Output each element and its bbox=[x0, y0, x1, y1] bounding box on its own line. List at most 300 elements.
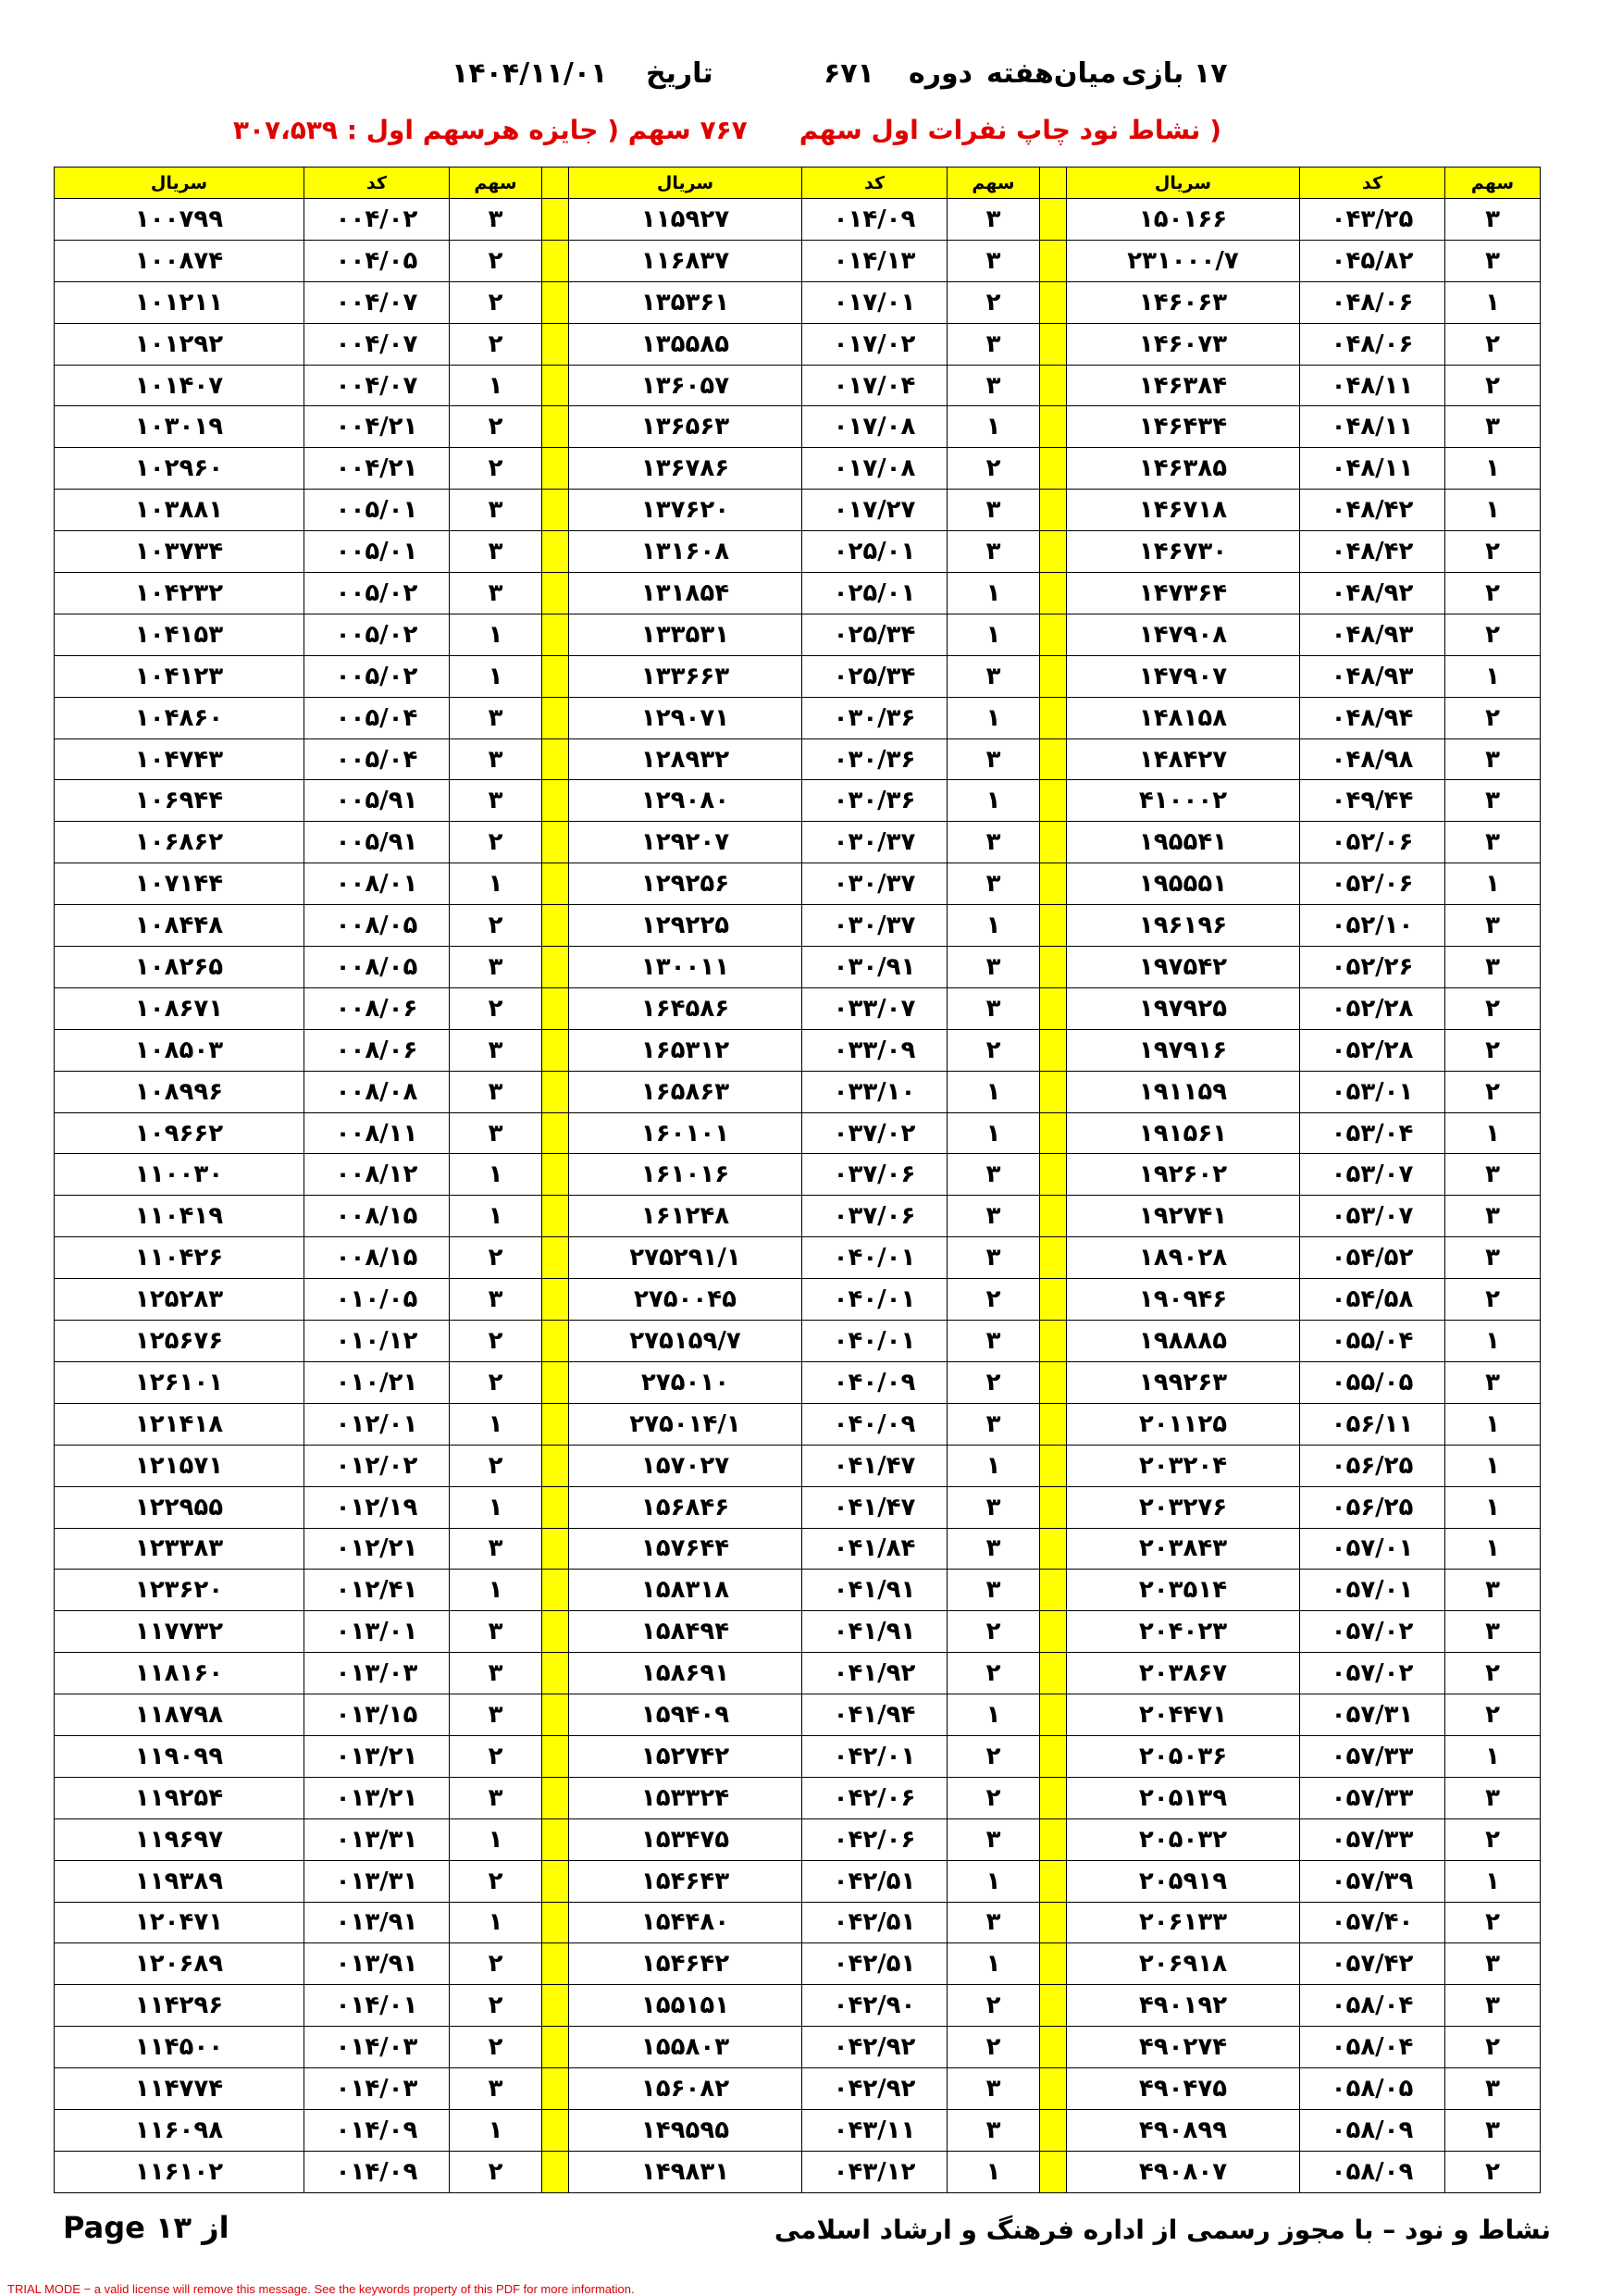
winners-title: ( نشاط نود چاپ نفرات اول سهم bbox=[799, 115, 1221, 145]
cell-code: ۰۴۸/۱۱ bbox=[1300, 448, 1445, 490]
cell-serial: ۲۷۵۱۵۹/۷ bbox=[569, 1321, 802, 1362]
cell-code: ۰۳۰/۳۶ bbox=[802, 738, 948, 780]
cell-serial: ۱۴۶۰۷۳ bbox=[1067, 323, 1300, 365]
cell-share: ۳ bbox=[450, 1071, 542, 1112]
col-serial-header: سریال bbox=[55, 168, 304, 199]
cell-share: ۳ bbox=[450, 1777, 542, 1818]
cell-serial: ۲۰۳۸۶۷ bbox=[1067, 1653, 1300, 1694]
cell-code: ۰۱۳/۹۱ bbox=[304, 1902, 450, 1943]
cell-code: ۰۵۲/۱۰ bbox=[1300, 905, 1445, 947]
cell-share: ۱ bbox=[948, 614, 1040, 655]
separator-cell bbox=[1040, 738, 1067, 780]
table-row bbox=[55, 1777, 1541, 1818]
cell-code: ۰۴۲/۰۱ bbox=[802, 1735, 948, 1777]
cell-code: ۰۵۷/۳۱ bbox=[1300, 1694, 1445, 1736]
separator-cell bbox=[542, 2151, 569, 2192]
separator-cell bbox=[1040, 863, 1067, 905]
cell-code: ۰۲۵/۰۱ bbox=[802, 573, 948, 614]
cell-code: ۰۴۸/۱۱ bbox=[1300, 406, 1445, 448]
cell-share: ۳ bbox=[1445, 2109, 1541, 2151]
cell-code: ۰۵۲/۲۸ bbox=[1300, 987, 1445, 1029]
cell-code: ۰۴۰/۰۱ bbox=[802, 1321, 948, 1362]
cell-code: ۰۵۷/۳۳ bbox=[1300, 1818, 1445, 1860]
cell-serial: ۱۱۴۲۹۶ bbox=[55, 1985, 304, 2027]
cell-code: ۰۱۳/۳۱ bbox=[304, 1860, 450, 1902]
cell-code: ۰۳۳/۰۷ bbox=[802, 987, 948, 1029]
cell-share: ۲ bbox=[450, 281, 542, 323]
cell-share: ۲ bbox=[450, 905, 542, 947]
cell-share: ۲ bbox=[450, 987, 542, 1029]
cell-code: ۰۴۸/۹۳ bbox=[1300, 614, 1445, 655]
cell-code: ۰۴۵/۸۲ bbox=[1300, 240, 1445, 281]
cell-share: ۲ bbox=[450, 822, 542, 863]
cell-serial: ۱۵۶۸۴۶ bbox=[569, 1486, 802, 1528]
cell-serial: ۴۹۰۲۷۴ bbox=[1067, 2027, 1300, 2068]
cell-serial: ۲۰۳۲۰۴ bbox=[1067, 1445, 1300, 1486]
separator-cell bbox=[542, 406, 569, 448]
cell-code: ۰۱۴/۰۱ bbox=[304, 1985, 450, 2027]
table-row bbox=[55, 531, 1541, 573]
table-row bbox=[55, 1196, 1541, 1237]
separator-cell bbox=[1040, 1943, 1067, 1985]
cell-share: ۱ bbox=[1445, 1112, 1541, 1154]
table-row bbox=[55, 281, 1541, 323]
cell-code: ۰۰۸/۰۵ bbox=[304, 905, 450, 947]
col-share-header: سهم bbox=[1445, 168, 1541, 199]
cell-serial: ۱۳۶۷۸۶ bbox=[569, 448, 802, 490]
cell-share: ۱ bbox=[450, 614, 542, 655]
cell-serial: ۲۷۵۰۰۴۵ bbox=[569, 1279, 802, 1321]
cell-serial: ۱۴۹۵۹۵ bbox=[569, 2109, 802, 2151]
cell-share: ۳ bbox=[450, 1279, 542, 1321]
cell-code: ۰۵۸/۰۴ bbox=[1300, 1985, 1445, 2027]
cell-share: ۳ bbox=[1445, 2068, 1541, 2110]
cell-code: ۰۴۰/۰۱ bbox=[802, 1279, 948, 1321]
cell-share: ۲ bbox=[450, 2151, 542, 2192]
separator-cell bbox=[542, 1985, 569, 2027]
cell-share: ۳ bbox=[948, 490, 1040, 531]
cell-share: ۳ bbox=[1445, 947, 1541, 988]
cell-serial: ۴۹۰۱۹۲ bbox=[1067, 1985, 1300, 2027]
separator-cell bbox=[1040, 323, 1067, 365]
cell-share: ۱ bbox=[450, 1902, 542, 1943]
cell-serial: ۱۵۳۳۲۴ bbox=[569, 1777, 802, 1818]
trial-notice: TRIAL MODE − a valid license will remove this message. See the keywords property of this PDF for more information. bbox=[7, 2282, 635, 2296]
cell-code: ۰۱۷/۰۴ bbox=[802, 365, 948, 406]
separator-cell bbox=[1040, 1321, 1067, 1362]
cell-code: ۰۰۵/۹۱ bbox=[304, 780, 450, 822]
separator-cell bbox=[1040, 655, 1067, 697]
table-row bbox=[55, 1237, 1541, 1279]
cell-share: ۳ bbox=[450, 1611, 542, 1653]
separator-cell bbox=[542, 987, 569, 1029]
cell-code: ۰۵۳/۰۴ bbox=[1300, 1112, 1445, 1154]
cell-share: ۳ bbox=[948, 365, 1040, 406]
table-row bbox=[55, 1071, 1541, 1112]
separator-cell bbox=[542, 780, 569, 822]
cell-share: ۳ bbox=[1445, 1777, 1541, 1818]
cell-code: ۰۱۷/۰۱ bbox=[802, 281, 948, 323]
cell-share: ۱ bbox=[948, 573, 1040, 614]
cell-code: ۰۱۴/۰۳ bbox=[304, 2027, 450, 2068]
cell-serial: ۱۶۵۸۶۳ bbox=[569, 1071, 802, 1112]
cell-share: ۳ bbox=[948, 1321, 1040, 1362]
cell-serial: ۱۰۸۴۴۸ bbox=[55, 905, 304, 947]
period-number: ۶۷۱ bbox=[824, 57, 874, 90]
cell-code: ۰۵۳/۰۱ bbox=[1300, 1071, 1445, 1112]
cell-share: ۳ bbox=[1445, 1570, 1541, 1611]
separator-cell bbox=[542, 2109, 569, 2151]
table-row bbox=[55, 697, 1541, 738]
separator-cell bbox=[542, 1237, 569, 1279]
cell-code: ۰۰۴/۰۷ bbox=[304, 365, 450, 406]
cell-serial: ۱۳۶۰۵۷ bbox=[569, 365, 802, 406]
cell-share: ۱ bbox=[1445, 1860, 1541, 1902]
cell-serial: ۱۹۵۵۴۱ bbox=[1067, 822, 1300, 863]
cell-serial: ۱۴۶۳۸۴ bbox=[1067, 365, 1300, 406]
cell-serial: ۱۳۶۵۶۳ bbox=[569, 406, 802, 448]
cell-serial: ۱۲۳۳۸۳ bbox=[55, 1528, 304, 1570]
cell-serial: ۱۲۸۹۳۲ bbox=[569, 738, 802, 780]
cell-serial: ۱۵۴۴۸۰ bbox=[569, 1902, 802, 1943]
cell-share: ۱ bbox=[948, 1694, 1040, 1736]
cell-code: ۰۴۲/۰۶ bbox=[802, 1777, 948, 1818]
cell-share: ۳ bbox=[948, 1154, 1040, 1196]
cell-code: ۰۵۷/۳۹ bbox=[1300, 1860, 1445, 1902]
col-share-header: سهم bbox=[450, 168, 542, 199]
cell-share: ۲ bbox=[1445, 531, 1541, 573]
col-serial-header: سریال bbox=[1067, 168, 1300, 199]
cell-code: ۰۱۲/۰۲ bbox=[304, 1445, 450, 1486]
separator-cell bbox=[542, 573, 569, 614]
cell-serial: ۱۰۶۸۶۲ bbox=[55, 822, 304, 863]
cell-code: ۰۴۱/۹۲ bbox=[802, 1653, 948, 1694]
cell-serial: ۲۷۵۰۱۴/۱ bbox=[569, 1403, 802, 1445]
cell-share: ۳ bbox=[948, 947, 1040, 988]
cell-share: ۲ bbox=[948, 281, 1040, 323]
cell-serial: ۱۶۴۵۸۶ bbox=[569, 987, 802, 1029]
cell-serial: ۱۹۲۷۴۱ bbox=[1067, 1196, 1300, 1237]
separator-cell bbox=[1040, 947, 1067, 988]
cell-serial: ۱۳۳۵۳۱ bbox=[569, 614, 802, 655]
separator-cell bbox=[542, 1860, 569, 1902]
cell-serial: ۲۷۵۲۹۱/۱ bbox=[569, 1237, 802, 1279]
cell-serial: ۱۲۳۶۲۰ bbox=[55, 1570, 304, 1611]
separator-cell bbox=[542, 1112, 569, 1154]
cell-serial: ۱۵۹۴۰۹ bbox=[569, 1694, 802, 1736]
cell-code: ۰۰۸/۰۵ bbox=[304, 947, 450, 988]
cell-serial: ۱۹۷۹۱۶ bbox=[1067, 1029, 1300, 1071]
prize-per-share: ۷۶۷ سهم ( جایزه هرسهم اول : ۳۰۷،۵۳۹ bbox=[232, 115, 748, 145]
separator-cell bbox=[542, 365, 569, 406]
separator-cell bbox=[1040, 2068, 1067, 2110]
separator-cell bbox=[542, 1279, 569, 1321]
cell-share: ۳ bbox=[948, 987, 1040, 1029]
cell-share: ۲ bbox=[450, 1237, 542, 1279]
separator-cell bbox=[542, 1196, 569, 1237]
separator-cell bbox=[1040, 1860, 1067, 1902]
cell-serial: ۱۰۱۴۰۷ bbox=[55, 365, 304, 406]
cell-serial: ۱۵۰۱۶۶ bbox=[1067, 199, 1300, 241]
footer-brand: نشاط و نود – با مجوز رسمی از اداره فرهنگ و ارشاد اسلامی bbox=[774, 2215, 1551, 2245]
cell-code: ۰۵۲/۲۸ bbox=[1300, 1029, 1445, 1071]
cell-share: ۱ bbox=[450, 1196, 542, 1237]
prize-summary bbox=[232, 115, 1221, 152]
table-row bbox=[55, 1653, 1541, 1694]
cell-serial: ۱۲۹۰۷۱ bbox=[569, 697, 802, 738]
cell-share: ۲ bbox=[948, 1611, 1040, 1653]
cell-share: ۱ bbox=[948, 1071, 1040, 1112]
period-label: دوره bbox=[909, 57, 973, 90]
cell-share: ۱ bbox=[948, 1943, 1040, 1985]
cell-code: ۰۰۴/۰۲ bbox=[304, 199, 450, 241]
table-row bbox=[55, 490, 1541, 531]
cell-code: ۰۵۵/۰۵ bbox=[1300, 1361, 1445, 1403]
game-number: ۱۷ bbox=[1194, 57, 1228, 90]
cell-code: ۰۰۸/۱۵ bbox=[304, 1196, 450, 1237]
cell-code: ۰۰۵/۰۲ bbox=[304, 655, 450, 697]
cell-code: ۰۵۸/۰۴ bbox=[1300, 2027, 1445, 2068]
cell-code: ۰۴۱/۹۴ bbox=[802, 1694, 948, 1736]
cell-code: ۰۴۸/۰۶ bbox=[1300, 323, 1445, 365]
cell-serial: ۱۰۸۶۷۱ bbox=[55, 987, 304, 1029]
cell-code: ۰۳۰/۹۱ bbox=[802, 947, 948, 988]
table-row bbox=[55, 1985, 1541, 2027]
table-row bbox=[55, 822, 1541, 863]
separator-cell bbox=[1040, 780, 1067, 822]
cell-share: ۱ bbox=[1445, 1445, 1541, 1486]
cell-share: ۱ bbox=[1445, 655, 1541, 697]
cell-serial: ۱۴۸۴۲۷ bbox=[1067, 738, 1300, 780]
cell-share: ۳ bbox=[948, 822, 1040, 863]
cell-serial: ۱۱۷۷۳۲ bbox=[55, 1611, 304, 1653]
cell-code: ۰۳۷/۰۶ bbox=[802, 1154, 948, 1196]
cell-share: ۱ bbox=[450, 1570, 542, 1611]
cell-code: ۰۲۵/۰۱ bbox=[802, 531, 948, 573]
cell-serial: ۱۰۶۹۴۴ bbox=[55, 780, 304, 822]
cell-code: ۰۰۵/۰۲ bbox=[304, 614, 450, 655]
separator-cell bbox=[542, 323, 569, 365]
separator-cell bbox=[1040, 1445, 1067, 1486]
cell-code: ۰۴۲/۹۲ bbox=[802, 2027, 948, 2068]
table-row bbox=[55, 614, 1541, 655]
separator-cell bbox=[1040, 822, 1067, 863]
table-row bbox=[55, 406, 1541, 448]
cell-serial: ۱۱۹۳۸۹ bbox=[55, 1860, 304, 1902]
cell-code: ۰۱۷/۰۲ bbox=[802, 323, 948, 365]
cell-serial: ۱۲۱۴۱۸ bbox=[55, 1403, 304, 1445]
cell-serial: ۱۰۱۲۹۲ bbox=[55, 323, 304, 365]
separator-cell bbox=[542, 863, 569, 905]
cell-code: ۰۰۵/۰۲ bbox=[304, 573, 450, 614]
cell-serial: ۱۰۹۶۶۲ bbox=[55, 1112, 304, 1154]
cell-code: ۰۱۳/۰۳ bbox=[304, 1653, 450, 1694]
table-row bbox=[55, 2151, 1541, 2192]
cell-code: ۰۵۷/۰۱ bbox=[1300, 1570, 1445, 1611]
cell-serial: ۱۵۴۶۴۳ bbox=[569, 1860, 802, 1902]
cell-serial: ۱۱۹۲۵۴ bbox=[55, 1777, 304, 1818]
cell-share: ۲ bbox=[450, 1860, 542, 1902]
cell-serial: ۱۰۸۵۰۳ bbox=[55, 1029, 304, 1071]
cell-serial: ۲۰۳۸۴۳ bbox=[1067, 1528, 1300, 1570]
separator-cell bbox=[542, 490, 569, 531]
cell-share: ۲ bbox=[450, 406, 542, 448]
cell-serial: ۱۴۷۳۶۴ bbox=[1067, 573, 1300, 614]
cell-serial: ۱۰۰۸۷۴ bbox=[55, 240, 304, 281]
cell-serial: ۲۰۶۹۱۸ bbox=[1067, 1943, 1300, 1985]
separator-cell bbox=[542, 822, 569, 863]
cell-serial: ۱۱۰۰۳۰ bbox=[55, 1154, 304, 1196]
cell-serial: ۲۰۵۰۳۲ bbox=[1067, 1818, 1300, 1860]
cell-code: ۰۴۲/۹۰ bbox=[802, 1985, 948, 2027]
separator-cell bbox=[1040, 365, 1067, 406]
cell-share: ۲ bbox=[450, 1985, 542, 2027]
cell-share: ۱ bbox=[1445, 490, 1541, 531]
col-code-header: کد bbox=[304, 168, 450, 199]
table-row bbox=[55, 1818, 1541, 1860]
cell-serial: ۱۳۵۳۶۱ bbox=[569, 281, 802, 323]
cell-share: ۲ bbox=[948, 1777, 1040, 1818]
cell-serial: ۱۹۱۵۶۱ bbox=[1067, 1112, 1300, 1154]
cell-serial: ۱۹۲۶۰۲ bbox=[1067, 1154, 1300, 1196]
cell-serial: ۴۹۰۸۹۹ bbox=[1067, 2109, 1300, 2151]
cell-code: ۰۱۴/۱۳ bbox=[802, 240, 948, 281]
cell-code: ۰۱۰/۱۲ bbox=[304, 1321, 450, 1362]
separator-cell bbox=[1040, 1279, 1067, 1321]
cell-code: ۰۵۲/۰۶ bbox=[1300, 822, 1445, 863]
cell-serial: ۱۰۴۱۲۳ bbox=[55, 655, 304, 697]
separator-cell bbox=[1040, 490, 1067, 531]
cell-serial: ۱۲۹۲۲۵ bbox=[569, 905, 802, 947]
cell-serial: ۲۷۵۰۱۰ bbox=[569, 1361, 802, 1403]
cell-code: ۰۰۴/۰۷ bbox=[304, 281, 450, 323]
cell-share: ۳ bbox=[948, 1486, 1040, 1528]
separator-cell bbox=[1040, 199, 1067, 241]
cell-serial: ۱۵۷۰۲۷ bbox=[569, 1445, 802, 1486]
cell-share: ۱ bbox=[948, 780, 1040, 822]
cell-share: ۲ bbox=[450, 448, 542, 490]
table-row bbox=[55, 1445, 1541, 1486]
cell-share: ۲ bbox=[948, 448, 1040, 490]
cell-code: ۰۴۳/۱۲ bbox=[802, 2151, 948, 2192]
separator-cell bbox=[542, 2068, 569, 2110]
cell-serial: ۱۰۳۰۱۹ bbox=[55, 406, 304, 448]
cell-share: ۳ bbox=[1445, 406, 1541, 448]
cell-serial: ۱۵۳۴۷۵ bbox=[569, 1818, 802, 1860]
cell-share: ۱ bbox=[1445, 1486, 1541, 1528]
cell-serial: ۱۴۹۸۳۱ bbox=[569, 2151, 802, 2192]
separator-cell bbox=[542, 947, 569, 988]
cell-code: ۰۵۸/۰۹ bbox=[1300, 2151, 1445, 2192]
cell-share: ۳ bbox=[948, 863, 1040, 905]
table-body bbox=[55, 199, 1541, 2193]
col-serial-header: سریال bbox=[569, 168, 802, 199]
cell-serial: ۱۰۳۸۸۱ bbox=[55, 490, 304, 531]
cell-share: ۲ bbox=[450, 2027, 542, 2068]
cell-serial: ۱۹۷۹۲۵ bbox=[1067, 987, 1300, 1029]
cell-code: ۰۴۲/۵۱ bbox=[802, 1860, 948, 1902]
cell-code: ۰۱۷/۲۷ bbox=[802, 490, 948, 531]
cell-code: ۰۳۳/۱۰ bbox=[802, 1071, 948, 1112]
cell-code: ۰۵۳/۰۷ bbox=[1300, 1196, 1445, 1237]
cell-share: ۲ bbox=[450, 1943, 542, 1985]
cell-share: ۲ bbox=[948, 1653, 1040, 1694]
separator-cell bbox=[542, 199, 569, 241]
cell-share: ۳ bbox=[450, 947, 542, 988]
cell-code: ۰۴۸/۹۳ bbox=[1300, 655, 1445, 697]
cell-serial: ۱۹۹۲۶۳ bbox=[1067, 1361, 1300, 1403]
table-row bbox=[55, 1486, 1541, 1528]
table-row bbox=[55, 2068, 1541, 2110]
cell-share: ۱ bbox=[948, 406, 1040, 448]
table-row bbox=[55, 323, 1541, 365]
cell-serial: ۱۹۵۵۵۱ bbox=[1067, 863, 1300, 905]
cell-share: ۱ bbox=[450, 365, 542, 406]
cell-code: ۰۰۸/۱۵ bbox=[304, 1237, 450, 1279]
cell-serial: ۱۶۱۲۴۸ bbox=[569, 1196, 802, 1237]
cell-share: ۳ bbox=[450, 1528, 542, 1570]
cell-serial: ۱۳۳۶۶۳ bbox=[569, 655, 802, 697]
cell-serial: ۱۹۷۵۴۲ bbox=[1067, 947, 1300, 988]
cell-share: ۲ bbox=[1445, 614, 1541, 655]
separator-cell bbox=[1040, 2027, 1067, 2068]
cell-code: ۰۵۸/۰۵ bbox=[1300, 2068, 1445, 2110]
separator-cell bbox=[542, 281, 569, 323]
cell-serial: ۲۳۱۰۰۰/۷ bbox=[1067, 240, 1300, 281]
cell-serial: ۱۴۶۰۶۳ bbox=[1067, 281, 1300, 323]
cell-serial: ۱۰۲۹۶۰ bbox=[55, 448, 304, 490]
separator-cell bbox=[542, 1361, 569, 1403]
separator-cell bbox=[542, 1694, 569, 1736]
cell-share: ۲ bbox=[1445, 573, 1541, 614]
cell-share: ۳ bbox=[948, 199, 1040, 241]
cell-share: ۳ bbox=[450, 1112, 542, 1154]
cell-share: ۲ bbox=[948, 1279, 1040, 1321]
separator-cell bbox=[1040, 406, 1067, 448]
separator-cell bbox=[542, 531, 569, 573]
cell-share: ۳ bbox=[450, 1694, 542, 1736]
cell-code: ۰۱۷/۰۸ bbox=[802, 448, 948, 490]
cell-share: ۳ bbox=[450, 738, 542, 780]
table-row bbox=[55, 905, 1541, 947]
cell-serial: ۱۱۶۱۰۲ bbox=[55, 2151, 304, 2192]
separator-cell bbox=[542, 1029, 569, 1071]
cell-code: ۰۴۱/۴۷ bbox=[802, 1445, 948, 1486]
separator-cell bbox=[542, 1902, 569, 1943]
cell-code: ۰۳۰/۳۶ bbox=[802, 697, 948, 738]
table-row bbox=[55, 1570, 1541, 1611]
separator-cell bbox=[1040, 1029, 1067, 1071]
cell-share: ۳ bbox=[948, 2068, 1040, 2110]
winners-table bbox=[54, 167, 1541, 2193]
cell-share: ۲ bbox=[450, 1445, 542, 1486]
separator-cell bbox=[1040, 987, 1067, 1029]
cell-code: ۰۵۲/۲۶ bbox=[1300, 947, 1445, 988]
cell-code: ۰۴۸/۹۸ bbox=[1300, 738, 1445, 780]
cell-serial: ۱۴۶۳۸۵ bbox=[1067, 448, 1300, 490]
cell-share: ۳ bbox=[948, 738, 1040, 780]
cell-share: ۳ bbox=[948, 1902, 1040, 1943]
cell-serial: ۲۰۴۴۷۱ bbox=[1067, 1694, 1300, 1736]
separator-cell bbox=[1040, 1735, 1067, 1777]
cell-serial: ۲۰۵۱۳۹ bbox=[1067, 1777, 1300, 1818]
cell-share: ۱ bbox=[1445, 1403, 1541, 1445]
cell-code: ۰۰۸/۱۲ bbox=[304, 1154, 450, 1196]
col-code-header: کد bbox=[1300, 168, 1445, 199]
cell-serial: ۲۰۱۱۲۵ bbox=[1067, 1403, 1300, 1445]
cell-serial: ۱۵۸۴۹۴ bbox=[569, 1611, 802, 1653]
separator-cell bbox=[542, 448, 569, 490]
